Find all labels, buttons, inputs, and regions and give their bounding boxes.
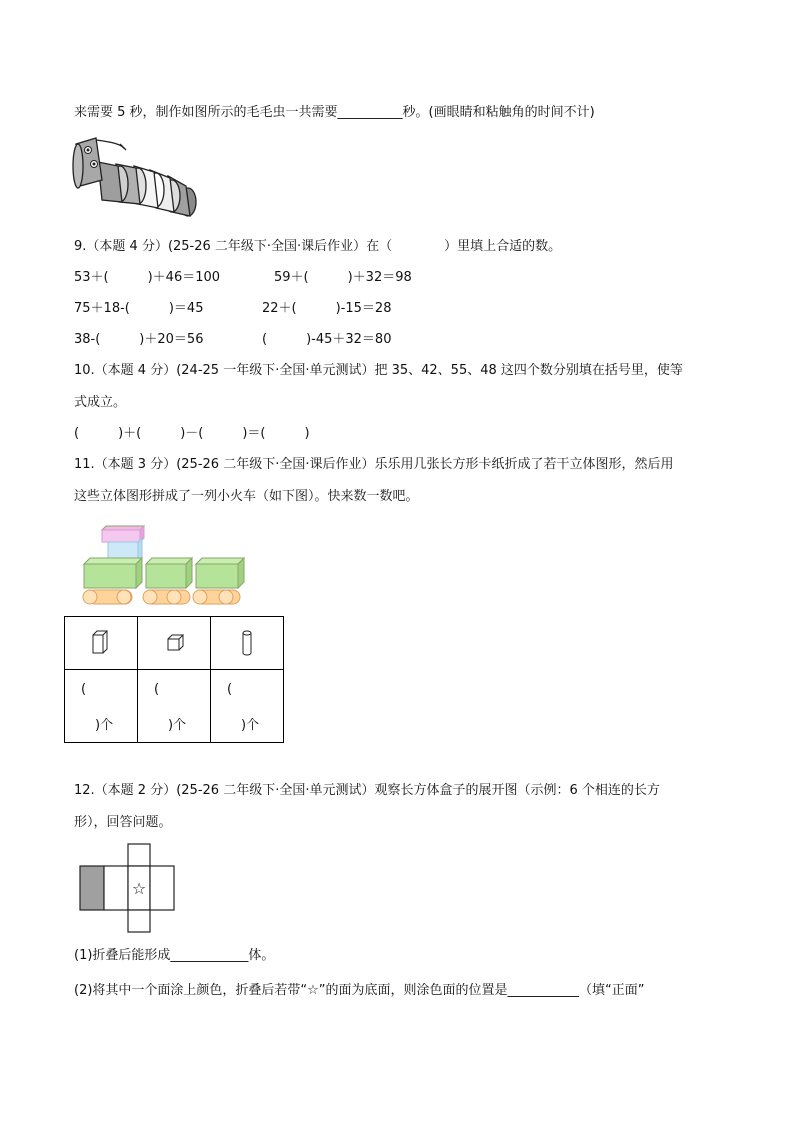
cylinder-count-cell[interactable] [211, 670, 284, 743]
open-paren: ( [81, 682, 87, 697]
train-figure [80, 522, 252, 606]
box-net-figure [78, 842, 178, 934]
close-unit: )个 [241, 718, 260, 733]
q12-sub1: (1)折叠后能形成____________体。 [74, 948, 275, 963]
rect-prism-cell [65, 617, 138, 670]
caterpillar-figure [72, 136, 200, 224]
q9-row-2-left: 75＋18-( )＝45 [74, 301, 204, 316]
q9-header: 9.（本题 4 分）(25-26 二年级下·全国·课后作业）在（ ）里填上合适的数。 [74, 239, 562, 254]
q9-row-1-left: 53＋( )＋46＝100 [74, 270, 221, 285]
cube-cell [138, 617, 211, 670]
q12-header-line1: 12.（本题 2 分）(25-26 二年级下·全国·单元测试）观察长方体盒子的展开图（示例：6 个相连的长方 [74, 783, 660, 798]
open-paren: ( [154, 682, 160, 697]
q10-equation: ( )＋( )－( )＝( ) [74, 426, 310, 441]
q11-header-line2: 这些立体图形拼成了一列小火车（如下图）。快来数一数吧。 [74, 489, 419, 504]
rect-prism-count-cell[interactable] [65, 670, 138, 743]
q9-row-3-left: 38-( )＋20＝56 [74, 332, 204, 347]
star-icon: ☆ [131, 879, 147, 898]
cube-count-cell[interactable] [138, 670, 211, 743]
open-paren: ( [227, 682, 233, 697]
q12-header-line2: 形），回答问题。 [74, 815, 172, 830]
q10-header-line2: 式成立。 [74, 395, 127, 410]
q8-text: 来需要 5 秒，制作如图所示的毛毛虫一共需要__________秒。(画眼睛和粘触角的时间不计) [74, 105, 595, 120]
q9-row-3-right: ( )-45＋32＝80 [262, 332, 392, 347]
cube-icon [138, 617, 210, 669]
close-unit: )个 [168, 718, 187, 733]
q12-sub2: (2)将其中一个面涂上颜色，折叠后若带“☆”的面为底面，则涂色面的位置是___________（填“正面” [74, 983, 645, 998]
rectangular-prism-icon [65, 617, 137, 669]
q10-header-line1: 10.（本题 4 分）(24-25 一年级下·全国·单元测试）把 35、42、55、48 这四个数分别填在括号里，使等 [74, 363, 683, 378]
q9-row-2-right: 22＋( )-15＝28 [262, 301, 392, 316]
q9-row-1-right: 59＋( )＋32＝98 [274, 270, 412, 285]
cylinder-cell [211, 617, 284, 670]
close-unit: )个 [95, 718, 114, 733]
cylinder-icon [211, 617, 283, 669]
shape-count-table [64, 616, 284, 743]
q11-header-line1: 11.（本题 3 分）(25-26 二年级下·全国·课后作业）乐乐用几张长方形卡纸折成了若干立体图形，然后用 [74, 457, 674, 472]
